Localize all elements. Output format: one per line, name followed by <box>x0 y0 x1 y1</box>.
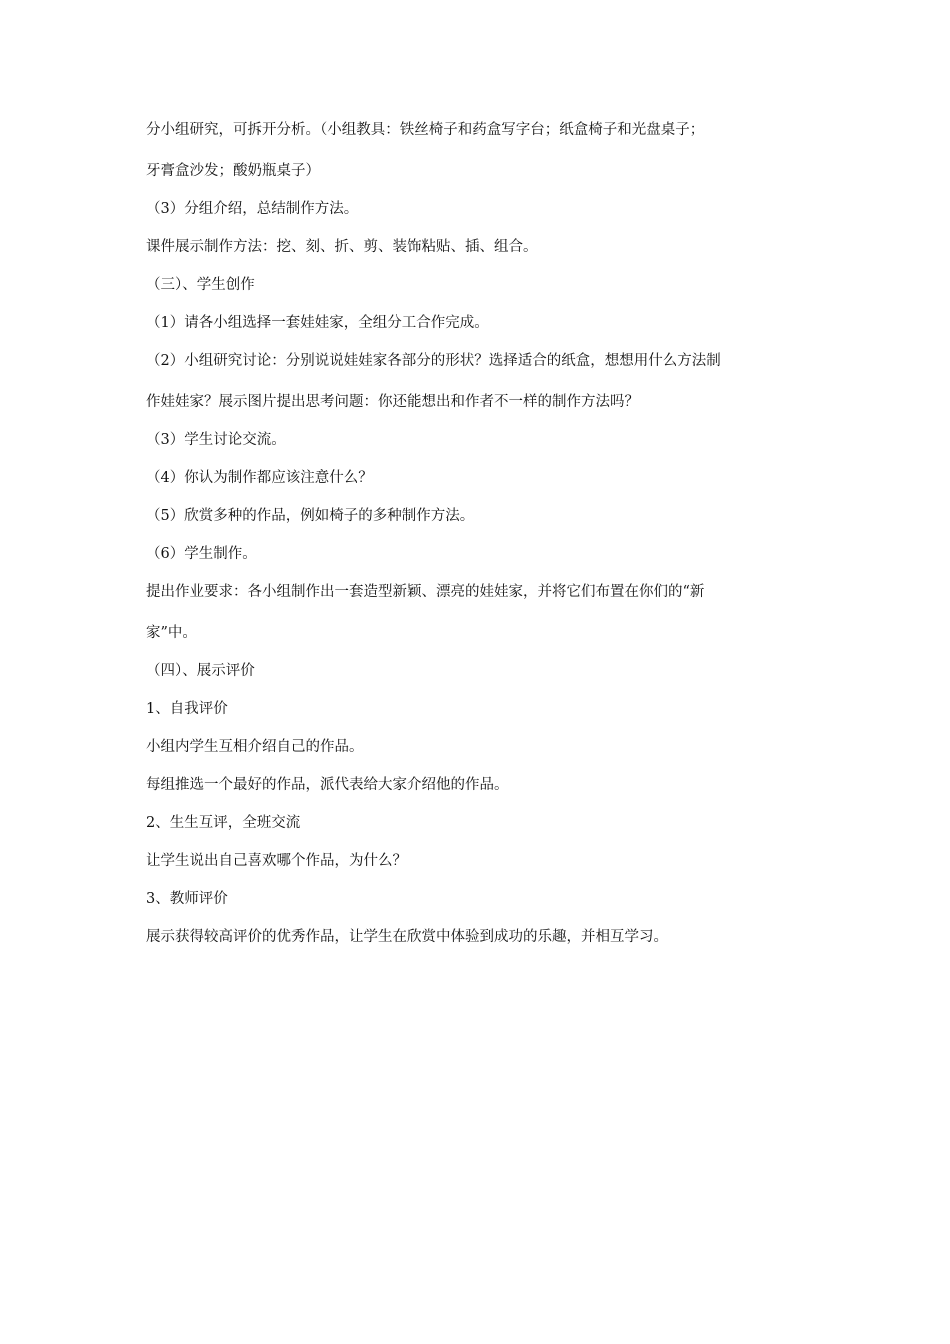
text-line: （1）请各小组选择一套娃娃家，全组分工合作完成。 <box>146 315 489 331</box>
text-line: 小组内学生互相介绍自己的作品。 <box>146 739 364 755</box>
text-line: 展示获得较高评价的优秀作品，让学生在欣赏中体验到成功的乐趣，并相互学习。 <box>146 929 668 945</box>
text-line: 牙膏盒沙发；酸奶瓶桌子） <box>146 163 320 179</box>
text-line: （2）小组研究讨论：分别说说娃娃家各部分的形状？选择适合的纸盒，想想用什么方法制 <box>146 353 721 369</box>
text-line: 提出作业要求：各小组制作出一套造型新颖、漂亮的娃娃家，并将它们布置在你们的“新 <box>146 584 705 600</box>
text-line: 作娃娃家？展示图片提出思考问题：你还能想出和作者不一样的制作方法吗？ <box>146 394 639 410</box>
section-heading: （三）、学生创作 <box>146 277 255 293</box>
section-heading: （四）、展示评价 <box>146 663 255 679</box>
text-line: 每组推选一个最好的作品，派代表给大家介绍他的作品。 <box>146 777 509 793</box>
text-line: 让学生说出自己喜欢哪个作品，为什么？ <box>146 853 407 869</box>
text-line: （3）学生讨论交流。 <box>146 432 286 448</box>
text-line: （3）分组介绍，总结制作方法。 <box>146 201 359 217</box>
text-line: 课件展示制作方法：挖、刻、折、剪、装饰粘贴、插、组合。 <box>146 239 538 255</box>
subsection-heading: 1、自我评价 <box>146 701 228 717</box>
text-line: 家”中。 <box>146 625 197 641</box>
text-line: （5）欣赏多种的作品，例如椅子的多种制作方法。 <box>146 508 475 524</box>
subsection-heading: 2、生生互评，全班交流 <box>146 815 301 831</box>
text-line: （6）学生制作。 <box>146 546 257 562</box>
text-line: 分小组研究，可拆开分析。（小组教具：铁丝椅子和药盒写字台；纸盒椅子和光盘桌子； <box>146 122 705 138</box>
text-line: （4）你认为制作都应该注意什么？ <box>146 470 373 486</box>
document-body <box>146 118 816 949</box>
subsection-heading: 3、教师评价 <box>146 891 228 907</box>
